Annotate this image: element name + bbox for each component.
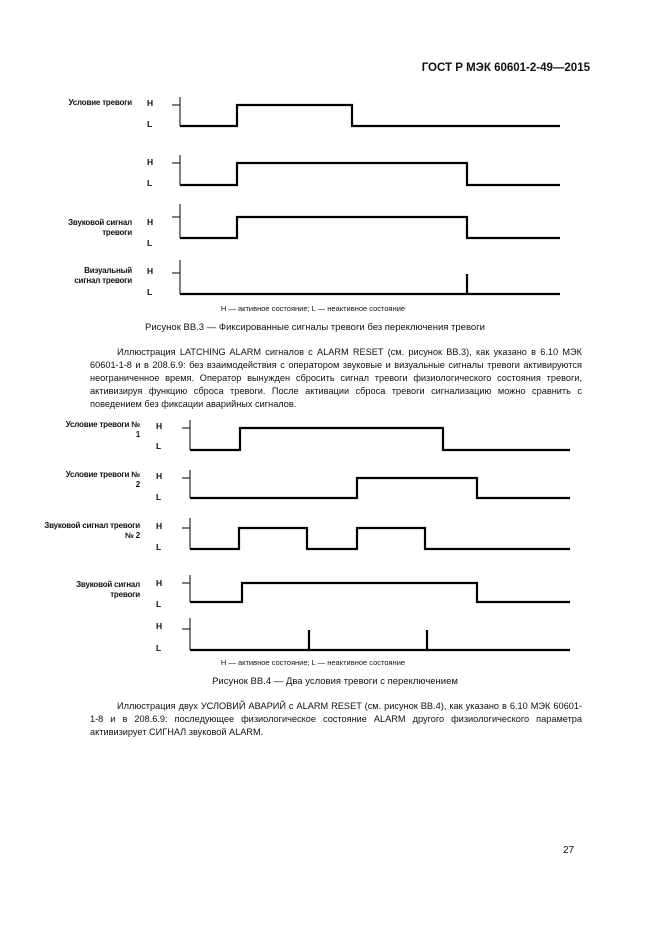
figure-caption-bb3: Рисунок ВВ.3 — Фиксированные сигналы тревоги без переключения тревоги: [145, 322, 485, 333]
signal-alarm-condition: [180, 105, 560, 126]
level-low-label: L: [156, 441, 162, 451]
row-label-audio-signal-2: Звуковой сигнал тревоги № 2: [44, 521, 140, 540]
level-high-label: H: [156, 621, 163, 631]
legend: H — активное состояние; L — неактивное состояние: [220, 658, 406, 667]
row-label-visual-signal: Визуальный сигнал тревоги: [74, 266, 132, 285]
signal-latched-alarm: [180, 163, 560, 185]
level-high-label: H: [147, 217, 154, 227]
signal-audio-alarm: [180, 217, 560, 238]
signal-audio-alarm: [190, 583, 570, 602]
level-low-label: L: [156, 542, 162, 552]
level-high-label: H: [147, 266, 154, 276]
legend: H — активное состояние; L — неактивное состояние: [220, 304, 406, 313]
level-high-label: H: [156, 578, 163, 588]
level-high-label: H: [156, 471, 163, 481]
level-high-label: H: [156, 521, 163, 531]
paragraph-two-alarm-conditions: Иллюстрация двух УСЛОВИЙ АВАРИЙ с ALARM RESET (см. рисунок ВВ.4), как указано в 6.10 МЭК 60601-1-8 и в 208.6.9: последующее физиологическое состояние ALARM другого физиологического параметра активизирует СИГНАЛ звуковой ALARM.: [90, 701, 582, 737]
level-low-label: L: [147, 119, 153, 129]
signal-alarm-condition-1: [190, 428, 570, 450]
paragraph-latching-alarm: Иллюстрация LATCHING ALARM сигналов с ALARM RESET (см. рисунок ВВ.3), как указано в 6.10 МЭК 60601-1-8 и в 208.6.9: без взаимодействия с оператором звуковые и визуальные сигналы тревоги активируются неограниченное время. Оператор вынужден сбросить сигнал тревоги физиологического состояния тревоги, активизируя функцию сброса тревоги. После активации сброса тревоги сигнализацию можно сравнить с поведением без фиксации аварийных сигналов.: [90, 347, 582, 409]
level-high-label: H: [147, 157, 154, 167]
level-low-label: L: [156, 492, 162, 502]
level-low-label: L: [156, 643, 162, 653]
level-low-label: L: [147, 287, 153, 297]
signal-alarm-condition-2: [190, 478, 570, 498]
timing-diagram-bb3: [0, 0, 661, 330]
signal-audio-alarm-2: [190, 528, 570, 549]
level-high-label: H: [156, 421, 163, 431]
level-low-label: L: [147, 178, 153, 188]
level-high-label: H: [147, 98, 154, 108]
row-label-alarm-condition: Условие тревоги: [68, 98, 132, 107]
document-header: ГОСТ Р МЭК 60601-2-49—2015: [421, 62, 590, 74]
page-number: 27: [563, 845, 575, 856]
row-label-audio-signal: Звуковой сигнал тревоги: [68, 218, 132, 237]
timing-diagram-bb4: [0, 410, 661, 660]
level-low-label: L: [156, 599, 162, 609]
row-label-alarm-condition-1: Условие тревоги № 1: [65, 420, 140, 439]
level-low-label: L: [147, 238, 153, 248]
row-label-audio-signal: Звуковой сигнал тревоги: [76, 580, 140, 599]
row-label-alarm-condition-2: Условие тревоги № 2: [65, 470, 140, 489]
figure-caption-bb4: Рисунок ВВ.4 — Два условия тревоги с переключением: [212, 676, 458, 687]
